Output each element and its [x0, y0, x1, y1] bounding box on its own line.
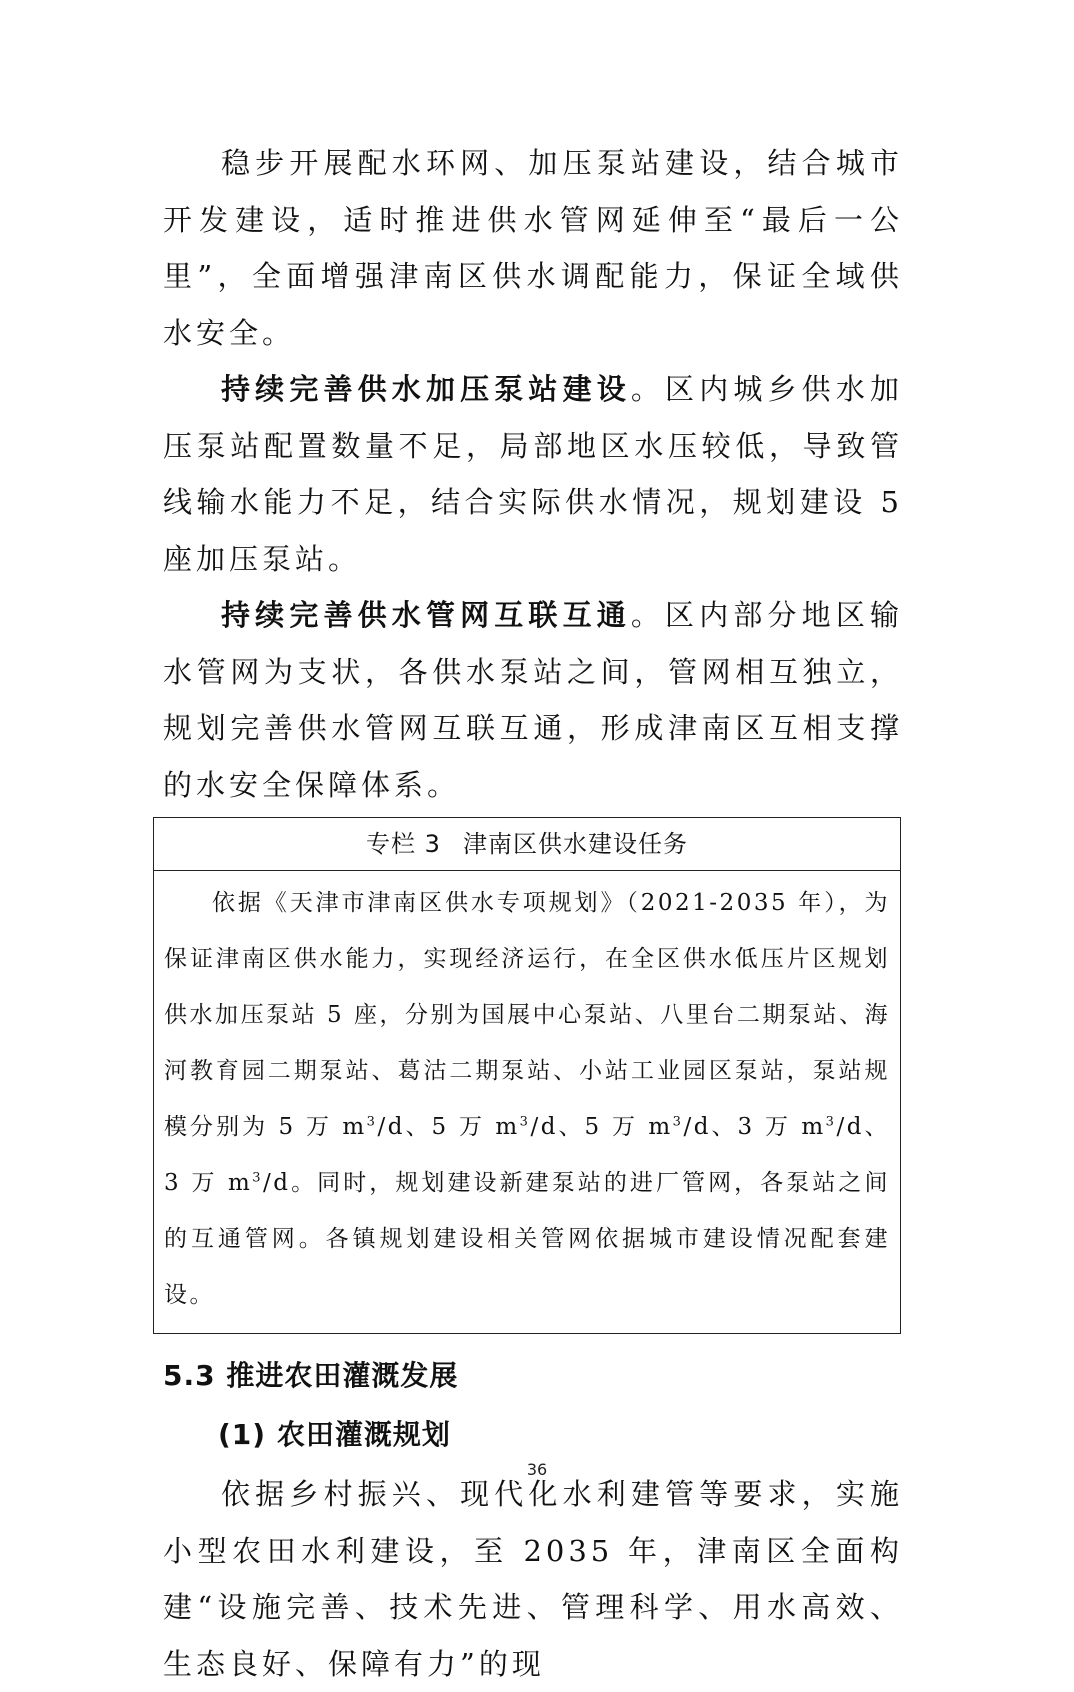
- paragraph-text: 。区内城乡供水加压泵站配置数量不足，局部地区水压较低，导致管线输水能力不足，结合实际供水情况，规划建设 5 座加压泵站。: [163, 372, 903, 576]
- superscript: 3: [252, 1170, 264, 1186]
- superscript: 3: [519, 1114, 531, 1130]
- box-text: /d、5 万 m: [377, 1114, 520, 1140]
- box-text: /d、3 万 m: [683, 1114, 826, 1140]
- box-text: /d、5 万 m: [530, 1114, 673, 1140]
- paragraph-text: 。区内部分地区输水管网为支状，各供水泵站之间，管网相互独立，规划完善供水管网互联互通，形成津南区互相支撑的水安全保障体系。: [163, 598, 903, 802]
- paragraph-text: 依据乡村振兴、现代化水利建管等要求，实施小型农田水利建设，至 2035 年，津南区全面构建“设施完善、技术先进、管理科学、用水高效、生态良好、保障有力”的现: [163, 1477, 903, 1681]
- paragraph-text: 稳步开展配水环网、加压泵站建设，结合城市开发建设，适时推进供水管网延伸至“最后一公里”，全面增强津南区供水调配能力，保证全域供水安全。: [163, 146, 903, 350]
- column-box-heading: 津南区供水建设任务: [462, 830, 688, 858]
- superscript: 3: [825, 1114, 837, 1130]
- column-box-label: 专栏 3: [366, 830, 441, 858]
- section-heading: 5.3 推进农田灌溉发展: [163, 1359, 459, 1392]
- column-box-title: [154, 818, 900, 871]
- superscript: 3: [672, 1114, 684, 1130]
- column-box-body: [154, 871, 900, 1333]
- section-subheading: (1) 农田灌溉规划: [218, 1418, 451, 1451]
- paragraph-network-interconnection: [163, 587, 903, 813]
- box-text: /d。同时，规划建设新建泵站的进厂管网，各泵站之间的互通管网。各镇规划建设相关管网依据城市建设情况配套建设。: [164, 1170, 890, 1308]
- paragraph-bold-lead: 持续完善供水管网互联互通: [221, 598, 631, 632]
- paragraph-bold-lead: 持续完善供水加压泵站建设: [221, 372, 631, 406]
- box-text: /d、3 万 m: [164, 1114, 890, 1196]
- paragraph-irrigation: [163, 1466, 903, 1692]
- page-number: 36: [526, 1460, 548, 1479]
- box-text: 依据《天津市津南区供水专项规划》（2021-2035 年），为保证津南区供水能力，实现经济运行，在全区供水低压片区规划供水加压泵站 5 座，分别为国展中心泵站、八里台二期泵站、海河教育园二期泵站、葛沽二期泵站、小站工业园区泵站，泵站规模分别为 5 万 m: [164, 890, 890, 1140]
- column-box: [153, 817, 901, 1334]
- superscript: 3: [366, 1114, 378, 1130]
- page-content: [163, 135, 903, 1692]
- paragraph-pump-stations: [163, 361, 903, 587]
- paragraph-water-network: [163, 135, 903, 361]
